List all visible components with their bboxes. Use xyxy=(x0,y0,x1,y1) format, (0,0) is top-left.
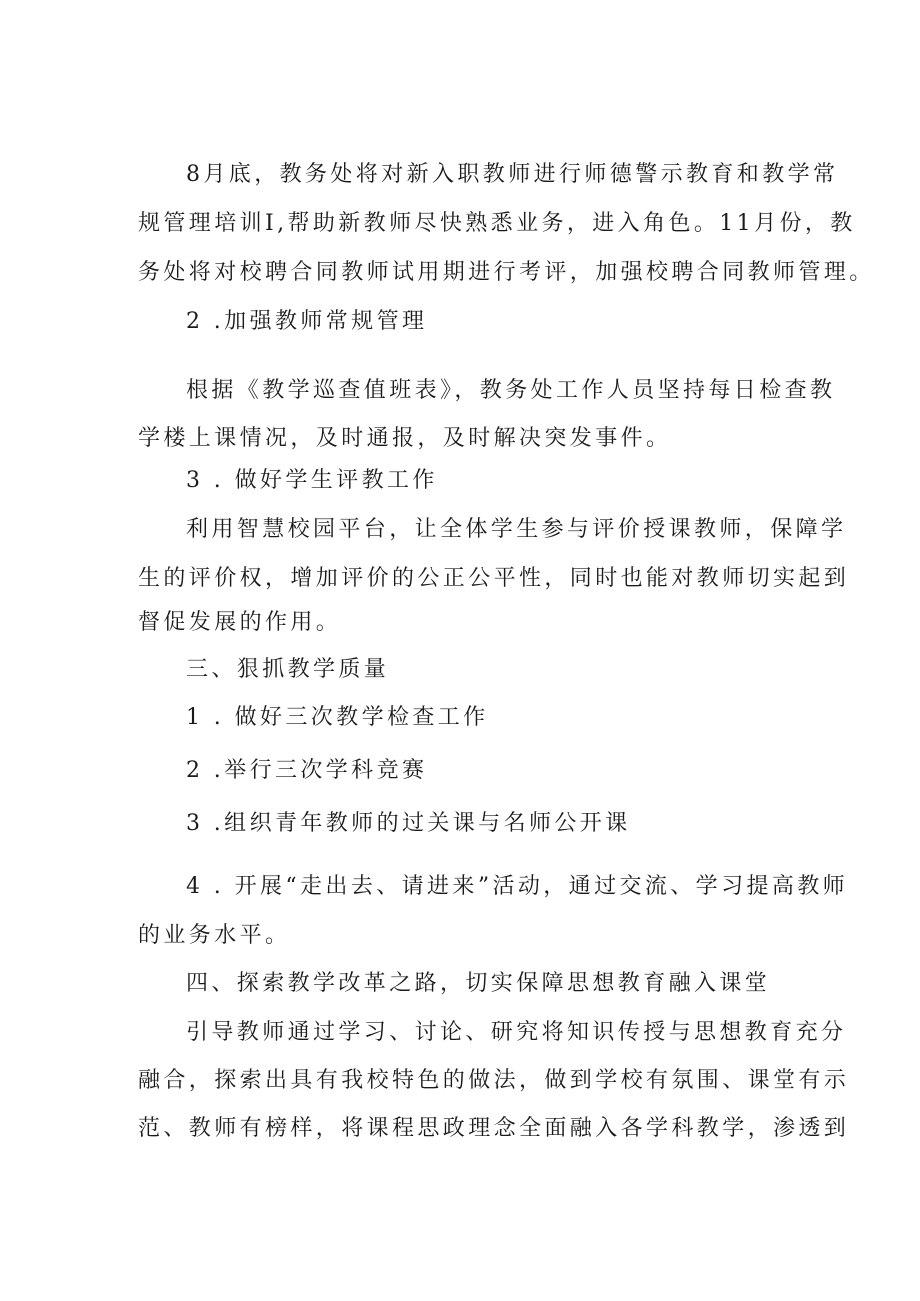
paragraph-line: 引导教师通过学习、讨论、研究将知识传授与思想教育充分 xyxy=(186,1020,847,1045)
list-item: 1 . 做好三次教学检查工作 xyxy=(186,705,489,730)
paragraph-line: 利用智慧校园平台，让全体学生参与评价授课教师，保障学 xyxy=(186,517,847,542)
list-item: 4 . 开展“走出去、请进来”活动，通过交流、学习提高教师 xyxy=(186,874,849,899)
paragraph-line: 范、教师有榜样，将课程思政理念全面融入各学科教学，渗透到 xyxy=(138,1116,850,1141)
paragraph-line: 融合，探索出具有我校特色的做法，做到学校有氛围、课堂有示 xyxy=(138,1068,850,1093)
paragraph-line: 生的评价权，增加评价的公正公平性，同时也能对教师切实起到 xyxy=(138,566,850,591)
paragraph-line: 务处将对校聘合同教师试用期进行考评，加强校聘合同教师管理。 xyxy=(138,260,875,285)
chapter-heading: 三、狠抓教学质量 xyxy=(186,657,390,682)
section-heading: 3 . 做好学生评教工作 xyxy=(186,468,438,493)
section-heading: 2 .加强教师常规管理 xyxy=(186,309,428,334)
paragraph-line: 8月底，教务处将对新入职教师进行师德警示教育和教学常 xyxy=(186,162,839,187)
list-item: 2 .举行三次学科竞赛 xyxy=(186,758,428,783)
list-item: 3 .组织青年教师的过关课与名师公开课 xyxy=(186,811,631,836)
paragraph-line: 的业务水平。 xyxy=(138,923,291,948)
paragraph-line: 规管理培训I,帮助新教师尽快熟悉业务，进入角色。11月份，教 xyxy=(138,211,856,236)
paragraph-line: 根据《教学巡查值班表》，教务处工作人员坚持每日检查教 xyxy=(186,378,836,403)
chapter-heading: 四、探索教学改革之路，切实保障思想教育融入课堂 xyxy=(186,971,771,996)
paragraph-line: 学楼上课情况，及时通报，及时解决突发事件。 xyxy=(138,426,672,451)
paragraph-line: 督促发展的作用。 xyxy=(138,610,342,635)
